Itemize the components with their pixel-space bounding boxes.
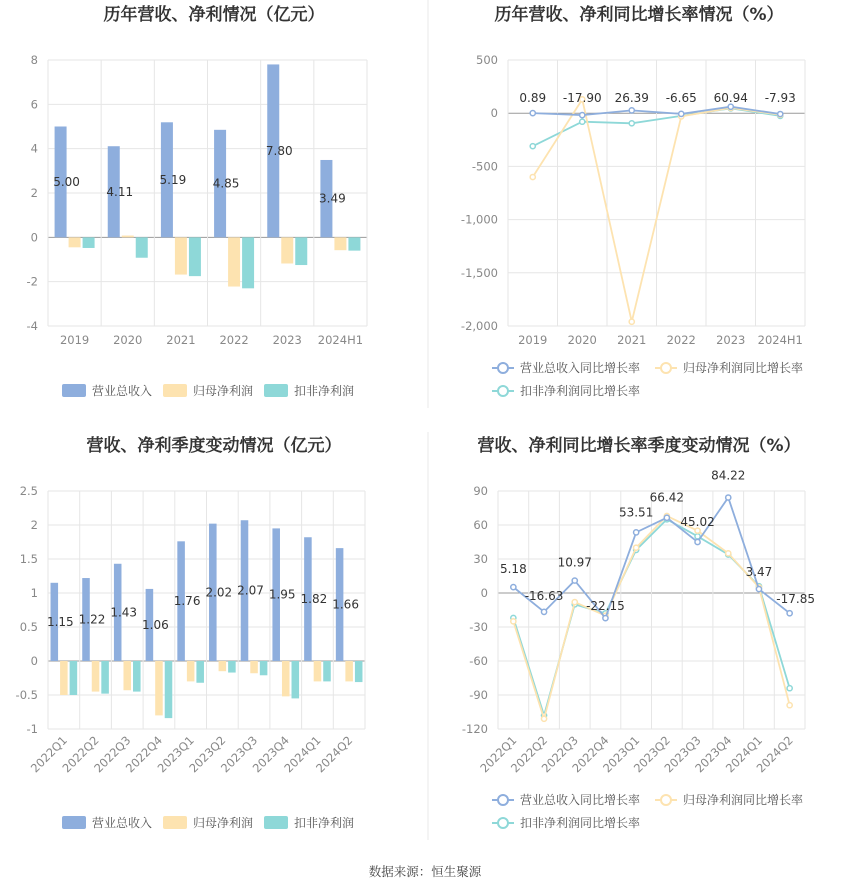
x-tick-label: 2024Q2: [313, 733, 356, 776]
legend-label: 扣非净利润同比增长率: [520, 384, 641, 398]
y-tick-label: 90: [473, 484, 488, 498]
y-tick-label: 4: [30, 141, 38, 156]
data-point: [664, 515, 669, 520]
x-tick-label: 2022Q2: [59, 733, 102, 776]
quarterly-revenue-profit-chart: [16, 435, 365, 830]
legend-label: 归母净利润: [193, 384, 254, 398]
bar: [133, 661, 141, 692]
data-label: -7.93: [764, 91, 796, 105]
x-tick-label: 2023Q4: [249, 733, 292, 776]
x-tick-label: 2022Q1: [27, 733, 70, 776]
y-tick-label: 0: [480, 586, 488, 600]
legend-marker: [498, 795, 508, 805]
y-tick-label: 0.5: [19, 620, 38, 634]
bar: [122, 236, 134, 238]
x-tick-label: 2023: [716, 333, 746, 347]
bar: [355, 661, 363, 682]
data-label: 53.51: [618, 505, 654, 520]
data-point: [787, 611, 792, 616]
bar: [69, 237, 81, 247]
data-label: 5.19: [159, 172, 187, 187]
data-label: 4.11: [106, 184, 134, 199]
y-tick-label: 60: [473, 518, 488, 532]
data-point: [629, 121, 634, 126]
data-label: 84.22: [711, 468, 746, 483]
y-tick-label: -120: [461, 722, 488, 736]
legend-label: 营业总收入: [92, 384, 153, 398]
x-tick-label: 2023Q1: [154, 733, 197, 776]
bar: [196, 661, 204, 683]
bar: [281, 237, 293, 263]
y-tick-label: 0: [30, 230, 38, 245]
y-tick-label: 500: [476, 53, 498, 67]
data-label: 2.02: [205, 585, 233, 600]
y-tick-label: -1,000: [460, 212, 498, 227]
legend-label: 营业总收入同比增长率: [520, 793, 641, 807]
data-label: 5.00: [53, 174, 80, 189]
x-tick-label: 2024Q2: [753, 733, 796, 776]
bar: [187, 661, 195, 681]
data-label: 66.42: [649, 490, 685, 505]
data-point: [695, 539, 700, 544]
legend-marker: [498, 363, 508, 373]
data-label: 1.22: [78, 612, 106, 627]
legend-label: 营业总收入: [92, 816, 153, 830]
x-tick-label: 2023Q2: [630, 733, 673, 776]
data-label: -17.85: [776, 592, 815, 607]
legend-marker: [661, 795, 671, 805]
x-tick-label: 2022Q3: [538, 733, 581, 776]
data-point: [603, 616, 608, 621]
data-point: [629, 108, 634, 113]
bar: [189, 237, 201, 276]
data-point: [530, 174, 535, 179]
data-point: [530, 111, 535, 116]
data-point: [679, 111, 684, 116]
y-tick-label: 30: [473, 552, 488, 566]
data-point: [511, 585, 516, 590]
y-tick-label: 2: [30, 186, 38, 200]
x-tick-label: 2021: [166, 333, 196, 347]
x-tick-label: 2021: [617, 333, 647, 347]
legend-marker: [498, 818, 508, 828]
x-tick-label: 2019: [518, 333, 548, 347]
y-tick-label: 6: [30, 97, 38, 112]
data-label: -22.15: [586, 599, 625, 614]
bar: [60, 661, 68, 695]
bar: [228, 237, 240, 286]
data-label: 4.85: [212, 176, 240, 191]
annual-growth-rate-chart: [461, 4, 805, 398]
quarterly-growth-rate-chart: [462, 435, 815, 830]
bar: [282, 661, 290, 696]
bar: [92, 661, 100, 692]
y-tick-label: -90: [469, 688, 488, 702]
legend-marker: [661, 363, 671, 373]
y-tick-label: -30: [469, 620, 488, 634]
y-tick-label: 0: [490, 106, 498, 121]
legend-label: 归母净利润同比增长率: [683, 361, 804, 375]
data-label: 45.02: [680, 514, 715, 529]
data-label: 3.49: [319, 191, 346, 206]
x-tick-label: 2023Q1: [600, 733, 643, 776]
bar: [334, 237, 346, 250]
x-tick-label: 2022Q3: [91, 733, 134, 776]
data-point: [530, 144, 535, 149]
chart-title: 营收、净利同比增长率季度变动情况（%）: [477, 436, 801, 456]
x-tick-label: 2019: [59, 333, 90, 347]
bar: [83, 237, 95, 248]
data-point: [572, 599, 577, 604]
x-tick-label: 2022Q1: [477, 733, 520, 776]
y-tick-label: -0.5: [15, 688, 38, 702]
y-tick-label: -4: [26, 319, 38, 333]
data-label: 1.95: [268, 587, 296, 602]
bar: [345, 661, 353, 681]
bar: [260, 661, 268, 675]
data-point: [756, 586, 761, 591]
x-tick-label: 2024H1: [757, 333, 803, 347]
legend-swatch: [264, 384, 288, 397]
chart-title: 营收、净利季度变动情况（亿元）: [86, 436, 342, 456]
x-tick-label: 2023Q2: [186, 733, 229, 776]
legend-marker: [498, 386, 508, 396]
x-tick-label: 2020: [113, 333, 143, 347]
data-point: [572, 578, 577, 583]
bar: [155, 661, 163, 715]
bar: [250, 661, 258, 673]
data-point: [580, 119, 585, 124]
x-tick-label: 2022Q4: [569, 733, 612, 776]
x-tick-label: 2022: [219, 333, 249, 347]
legend-label: 扣非净利润同比增长率: [520, 816, 641, 830]
data-label: 26.39: [614, 91, 649, 105]
x-tick-label: 2023: [272, 333, 302, 347]
legend-swatch: [62, 816, 86, 829]
data-point: [634, 530, 639, 535]
legend-label: 归母净利润同比增长率: [683, 793, 804, 807]
bar: [242, 237, 254, 288]
bar: [219, 661, 227, 671]
data-label: 7.80: [265, 143, 293, 158]
data-point: [580, 113, 585, 118]
legend-swatch: [163, 816, 187, 829]
legend-label: 扣非净利润: [294, 816, 355, 830]
y-tick-label: -500: [471, 159, 498, 174]
y-tick-label: -2: [26, 274, 38, 289]
data-label: 1.66: [332, 597, 359, 612]
chart-title: 历年营收、净利情况（亿元）: [103, 5, 325, 25]
x-tick-label: 2022: [666, 333, 696, 347]
bar: [314, 661, 322, 681]
legend-label: 扣非净利润: [294, 384, 355, 398]
y-tick-label: 1.5: [19, 552, 38, 566]
chart-title: 历年营收、净利同比增长率情况（%）: [494, 5, 784, 25]
legend-swatch: [163, 384, 187, 397]
legend-swatch: [264, 816, 288, 829]
y-tick-label: -1,500: [460, 265, 498, 280]
data-point: [511, 619, 516, 624]
bar: [323, 661, 331, 681]
data-point: [726, 551, 731, 556]
bar: [101, 661, 109, 694]
y-tick-label: 2: [30, 518, 38, 532]
x-tick-label: 2023Q4: [692, 733, 735, 776]
data-point: [787, 686, 792, 691]
data-label: 1.15: [46, 614, 74, 629]
x-tick-label: 2020: [567, 333, 597, 347]
data-point: [541, 609, 546, 614]
x-tick-label: 2022Q2: [507, 733, 551, 776]
x-tick-label: 2024Q1: [281, 733, 324, 776]
y-tick-label: -2,000: [460, 319, 498, 333]
bar: [348, 237, 360, 250]
annual-revenue-profit-chart: [27, 4, 367, 398]
data-label: -16.63: [524, 588, 564, 603]
x-tick-label: 2023Q3: [661, 733, 704, 776]
bar: [165, 661, 173, 718]
x-tick-label: 2024H1: [317, 333, 364, 347]
bar: [136, 237, 148, 257]
y-tick-label: 2.5: [19, 484, 38, 498]
x-tick-label: 2024Q1: [722, 733, 766, 776]
data-label: 2.07: [237, 583, 264, 598]
data-label: -6.65: [665, 91, 697, 105]
y-tick-label: 8: [30, 53, 38, 67]
bar: [175, 237, 187, 274]
data-label: 3.47: [745, 565, 773, 580]
data-point: [541, 716, 546, 721]
bar: [123, 661, 131, 690]
data-source: 数据来源：恒生聚源: [368, 864, 482, 879]
data-label: 0.89: [519, 91, 547, 105]
data-label: 1.43: [110, 605, 138, 620]
x-tick-label: 2022Q4: [122, 733, 166, 776]
data-label: 60.94: [713, 91, 748, 105]
y-tick-label: -1: [26, 722, 38, 736]
data-label: 1.76: [173, 594, 201, 609]
data-label: 1.06: [142, 617, 169, 632]
y-tick-label: 1: [30, 586, 38, 600]
data-label: 1.82: [300, 592, 328, 607]
legend-label: 营业总收入同比增长率: [520, 361, 641, 375]
data-point: [726, 495, 731, 500]
data-label: 5.18: [499, 562, 527, 577]
legend-label: 归母净利润: [193, 816, 254, 830]
data-point: [629, 319, 634, 324]
data-point: [787, 703, 792, 708]
y-tick-label: 0: [30, 654, 38, 668]
bar: [295, 237, 307, 265]
y-tick-label: -60: [469, 654, 488, 668]
data-label: 10.97: [557, 555, 592, 570]
bar: [292, 661, 300, 698]
data-label: -17.90: [562, 91, 602, 105]
data-point: [634, 545, 639, 550]
data-point: [778, 111, 783, 116]
bar: [228, 661, 236, 673]
x-tick-label: 2023Q3: [217, 733, 261, 776]
bar: [70, 661, 78, 695]
legend-swatch: [62, 384, 86, 397]
